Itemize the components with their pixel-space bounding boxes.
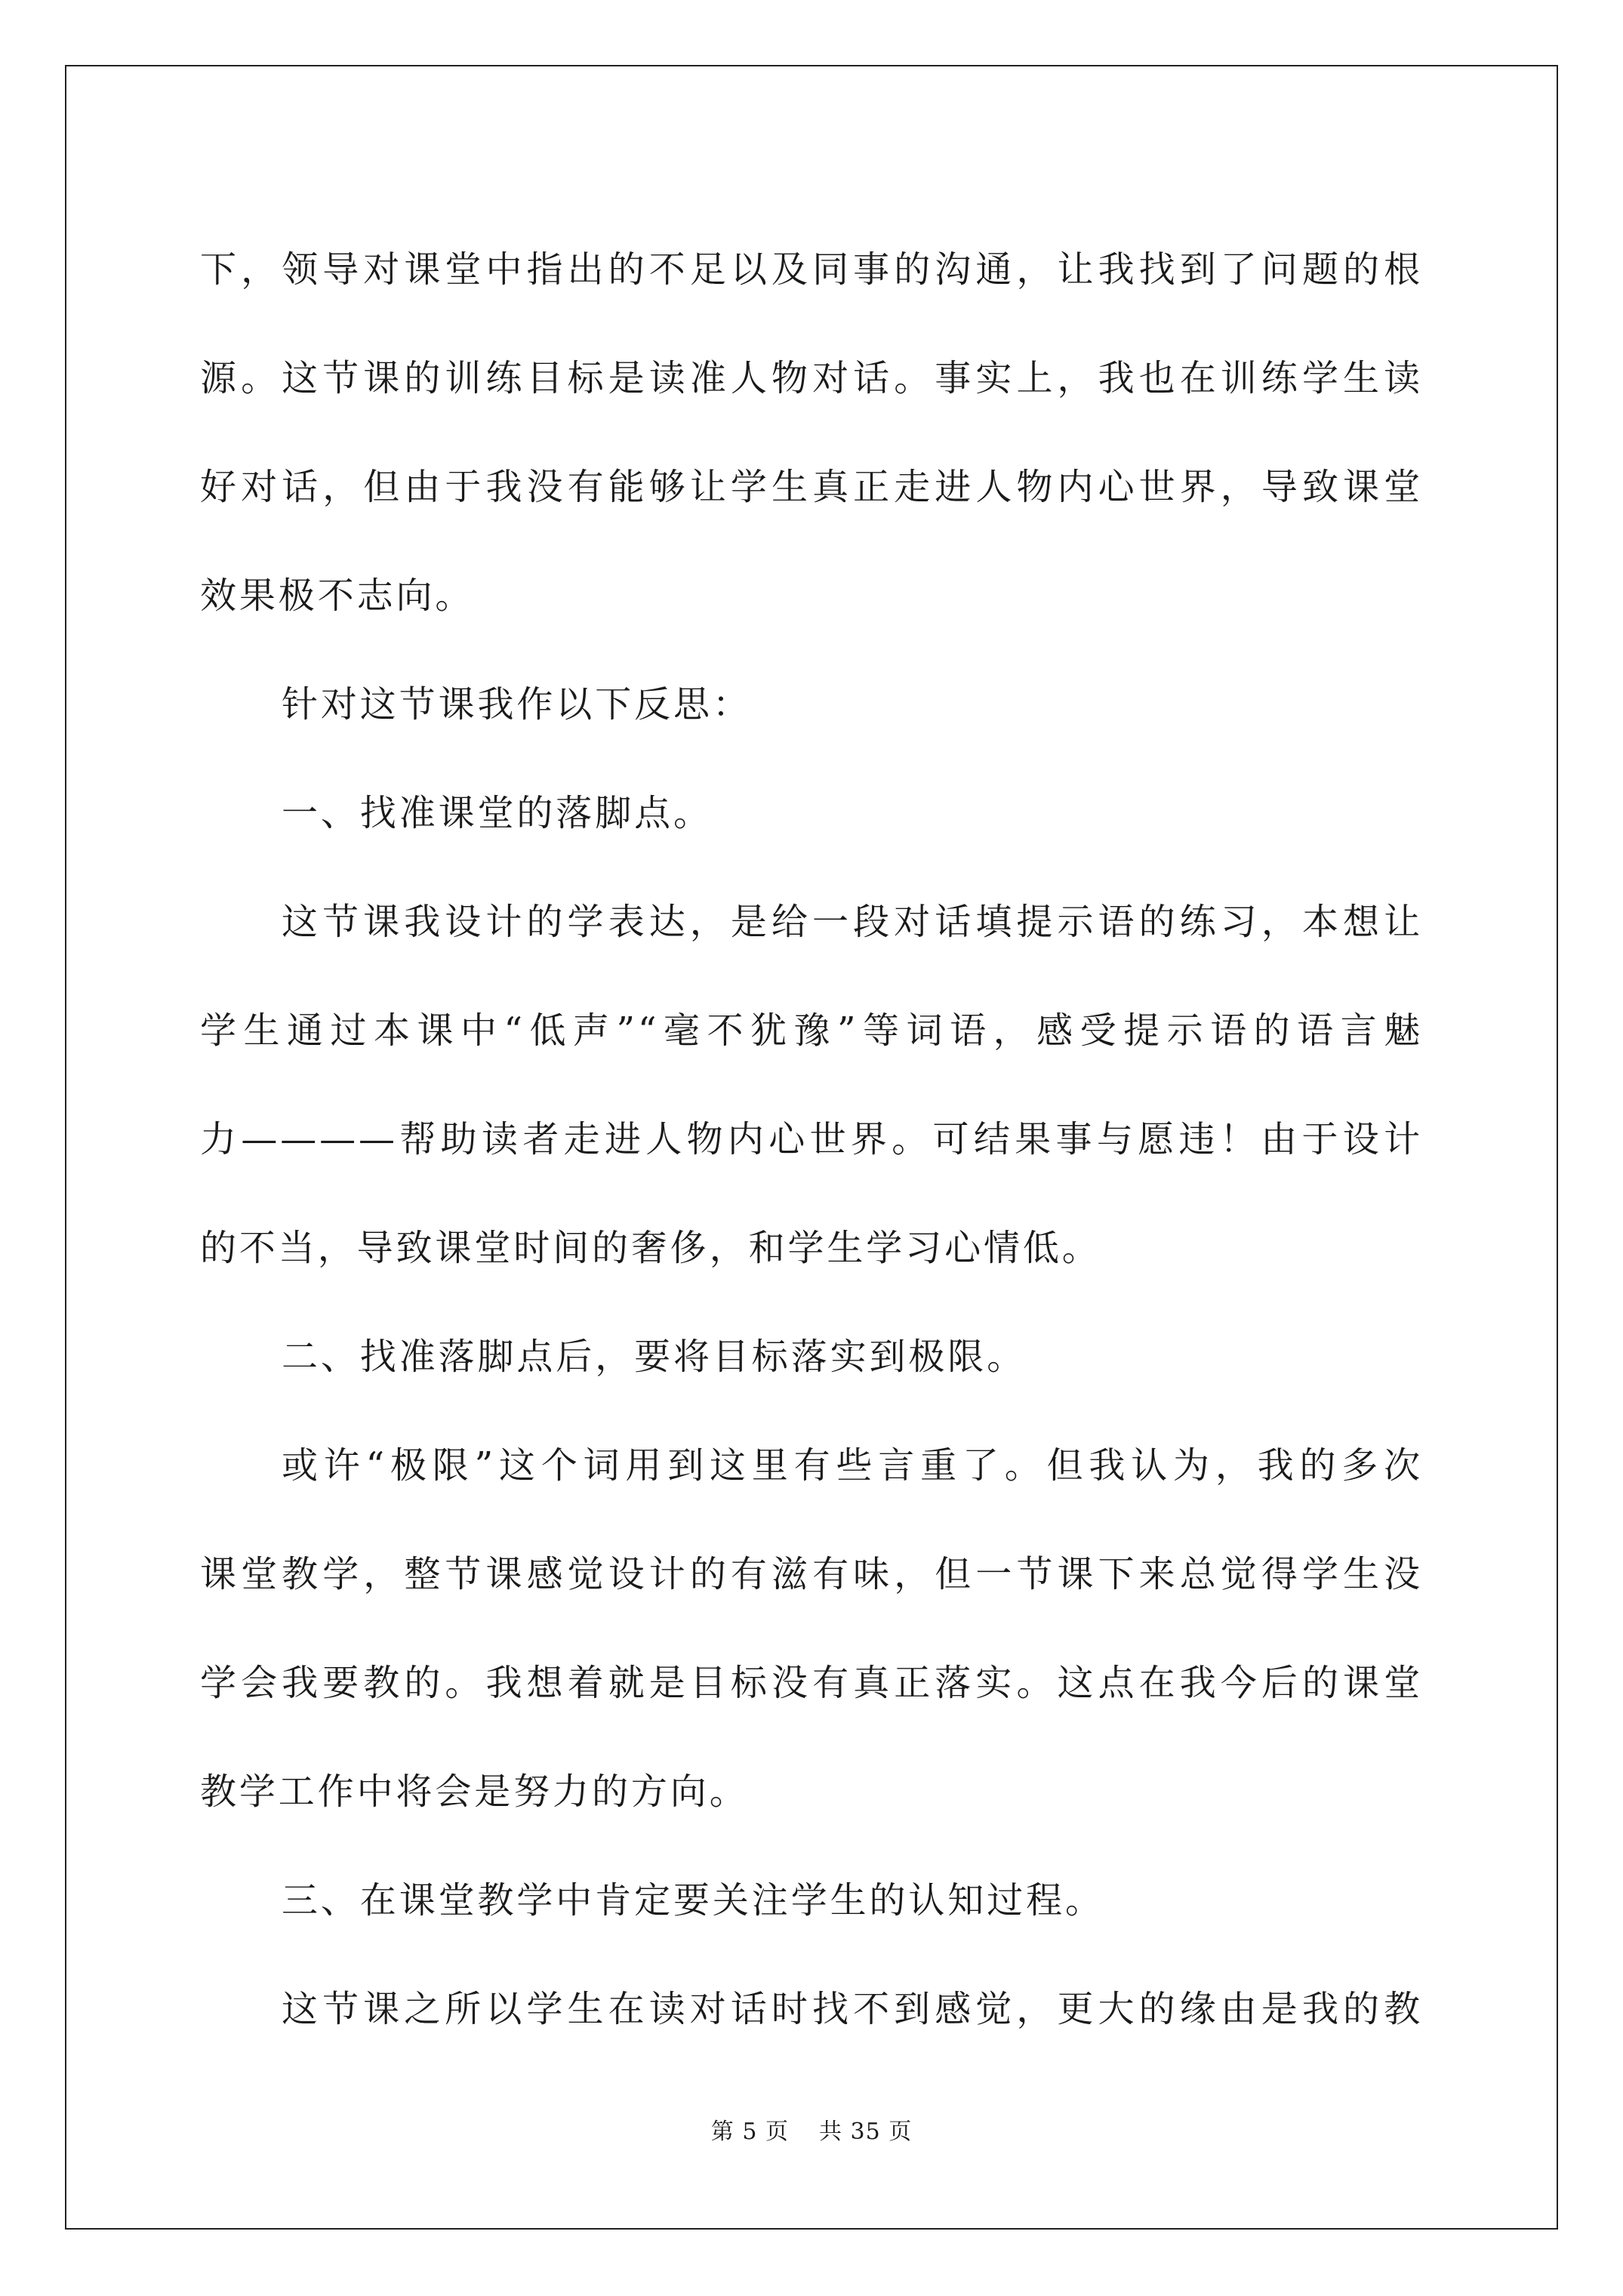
- text-line: 课堂教学，整节课感觉设计的有滋有味，但一节课下来总觉得学生没: [200, 1553, 1423, 1595]
- text-line: 好对话，但由于我没有能够让学生真正走进人物内心世界，导致课堂: [200, 466, 1423, 508]
- text-line: 针对这节课我作以下反思：: [282, 683, 752, 726]
- text-line: 这节课之所以学生在读对话时找不到感觉，更大的缘由是我的教: [282, 1988, 1423, 2030]
- text-line: 或许“极限”这个词用到这里有些言重了。但我认为，我的多次: [282, 1444, 1423, 1487]
- page-footer: [0, 2113, 1623, 2146]
- text-line: 力————帮助读者走进人物内心世界。可结果事与愿违！由于设计: [200, 1118, 1423, 1160]
- text-line: 的不当，导致课堂时间的奢侈，和学生学习心情低。: [200, 1227, 1101, 1269]
- document-body: [200, 215, 1423, 2063]
- page-number: 第 5 页: [710, 2119, 789, 2145]
- text-line: 一、找准课堂的落脚点。: [282, 792, 713, 834]
- text-line: 这节课我设计的学表达，是给一段对话填提示语的练习，本想让: [282, 901, 1423, 943]
- text-line: 源。这节课的训练目标是读准人物对话。事实上，我也在训练学生读: [200, 357, 1423, 399]
- text-line: 学会我要教的。我想着就是目标没有真正落实。这点在我今后的课堂: [200, 1662, 1423, 1704]
- text-line: 三、在课堂教学中肯定要关注学生的认知过程。: [282, 1879, 1104, 1922]
- text-line: 效果极不志向。: [200, 575, 475, 617]
- total-pages: 共 35 页: [818, 2119, 913, 2145]
- text-line: 二、找准落脚点后，要将目标落实到极限。: [282, 1336, 1027, 1378]
- text-line: 教学工作中将会是努力的方向。: [200, 1771, 749, 1813]
- text-line: 下，领导对课堂中指出的不足以及同事的沟通，让我找到了问题的根: [200, 248, 1423, 291]
- text-line: 学生通过本课中“低声”“毫不犹豫”等词语，感受提示语的语言魅: [200, 1009, 1423, 1052]
